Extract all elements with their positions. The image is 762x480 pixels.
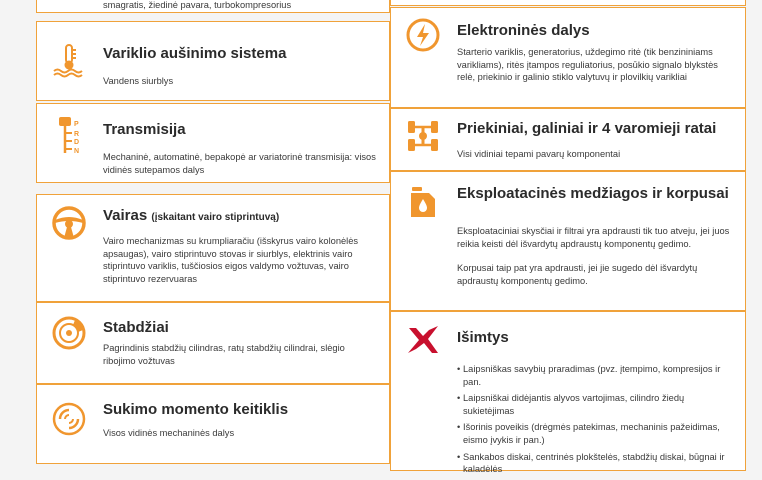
- coolant-temperature-icon: [51, 42, 87, 78]
- torque-title: Sukimo momento keitiklis: [103, 401, 289, 418]
- brakes-card: [36, 302, 390, 384]
- axles-title: Priekiniai, galiniai ir 4 varomieji ratai: [457, 120, 717, 137]
- exclusions-list-wrap: [457, 363, 735, 480]
- torque-converter-icon: [51, 401, 87, 437]
- svg-text:R: R: [74, 131, 80, 138]
- list-item: • Išorinis poveikis (drėgmės patekimas, mechaninis pažeidimas, eismo įvykis ir pan.): [457, 421, 735, 446]
- lightning-bolt-icon: [405, 17, 441, 53]
- svg-text:D: D: [74, 139, 80, 146]
- transmission-desc: Mechaninė, automatinė, bepakopė ar variatorinė transmisija: visos vidinės sutepamos dalys: [103, 152, 376, 175]
- brakes-desc: Pagrindinis stabdžių cilindras, ratų stabdžių cilindrai, slėgio ribojimo vožtuvas: [103, 343, 345, 366]
- steering-card: [36, 194, 390, 302]
- exclusions-card: [390, 311, 746, 475]
- cooling-desc: Vandens siurblys: [103, 76, 174, 86]
- steering-title-sub: (įskaitant vairo stiprintuvą): [151, 212, 280, 223]
- steering-title-main: Vairas: [103, 207, 148, 224]
- torque-card: [36, 384, 390, 464]
- gear-shift-icon: [51, 118, 87, 154]
- fluids-desc-2: Korpusai taip pat yra apdrausti, jei jie sugedo dėl išvardytų apdraustų komponentų gedimo.: [457, 263, 698, 286]
- fluids-title: Eksploatacinės medžiagos ir korpusai: [457, 185, 729, 202]
- steering-title: [103, 207, 381, 226]
- cooling-title: Variklio aušinimo sistema: [103, 45, 287, 62]
- axles-desc: Visi vidiniai tepami pavarų komponentai: [457, 149, 621, 159]
- list-item: • Laipsniškai didėjantis alyvos vartojimas, cilindro žiedų sukietėjimas: [457, 392, 735, 417]
- exclusions-list: [457, 363, 735, 476]
- electrical-card: [390, 7, 746, 108]
- axles-card: [390, 108, 746, 171]
- top-card-partial: [390, 0, 746, 6]
- fluids-desc-1: Eksploataciniai skysčiai ir filtrai yra apdrausti tik tuo atveju, jei juos reikia keisti dėl išvardytų apdraustų komponentų gedimo.: [457, 226, 730, 249]
- torque-desc: Visos vidinės mechaninės dalys: [103, 428, 235, 438]
- electrical-desc: Starterio variklis, generatorius, uždegimo ritė (tik benzininiams varikliams), ritės įtampos reguliatorius, posūkio signalo blykstės relė, priekinio ir galinio stiklo valytuvų ir plovilkių varikliai: [457, 47, 718, 83]
- list-item: • Laipsniškas savybių praradimas (pvz. įtempimo, kompresijos ir pan.: [457, 363, 735, 388]
- cooling-card: [36, 21, 390, 101]
- brakes-title: Stabdžiai: [103, 319, 169, 336]
- svg-text:N: N: [74, 148, 80, 155]
- svg-text:P: P: [74, 121, 79, 128]
- steering-desc: Vairo mechanizmas su krumpliaračiu (išskyrus vairo kolonėlės apsaugas), vairo stiprintuvo stovas ir siurblys, elektrinis vairo stiprintuvo variklis, tuščiosios eigos valdymo vožtuvas, vairo stiprintuvo rezervuaras: [103, 236, 359, 284]
- brake-disc-icon: [51, 315, 87, 351]
- steering-wheel-icon: [51, 205, 87, 241]
- oil-canister-icon: [405, 184, 441, 220]
- electrical-title: Elektroninės dalys: [457, 22, 590, 39]
- exclusions-title: Išimtys: [457, 329, 509, 346]
- transmission-title: Transmisija: [103, 121, 186, 138]
- engine-card-text: smagratis, žiedinė pavara, turbokompresorius: [103, 0, 292, 10]
- drivetrain-axle-icon: [405, 118, 441, 154]
- transmission-card: [36, 103, 390, 183]
- list-item: • Sankabos diskai, centrinės plokštelės, stabdžių diskai, būgnai ir kaladėlės: [457, 451, 735, 476]
- exclusion-x-icon: [405, 322, 441, 358]
- fluids-card: [390, 171, 746, 311]
- fluids-desc: [457, 225, 735, 287]
- engine-card-partial: [36, 0, 390, 13]
